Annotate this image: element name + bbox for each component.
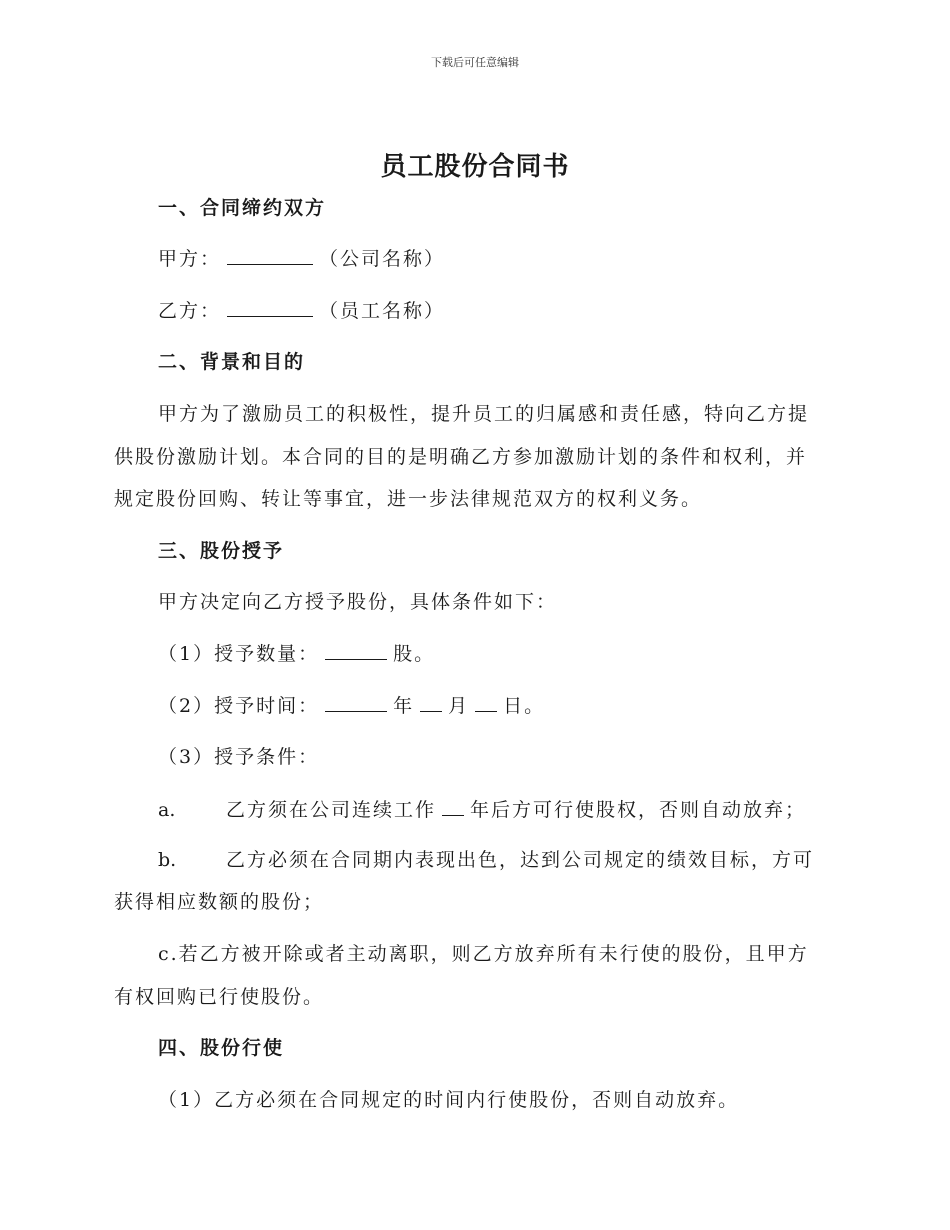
condition-a-line — [158, 797, 806, 822]
section-1-heading: 一、合同缔约双方 — [158, 197, 327, 219]
condition-c-line-2: 有权回购已行使股份。 — [114, 986, 325, 1008]
background-para-line-3: 规定股份回购、转让等事宜，进一步法律规范双方的权利义务。 — [114, 488, 703, 510]
party-b-blank — [227, 298, 313, 317]
party-a-label: 甲方： — [158, 248, 222, 270]
grant-intro: 甲方决定向乙方授予股份，具体条件如下： — [158, 591, 558, 613]
condition-a-years-blank — [442, 797, 464, 816]
grant-month-text: 月 — [448, 695, 470, 717]
party-a-line — [158, 246, 445, 271]
condition-a-marker: a. — [158, 799, 176, 821]
header-note: 下载后可任意编辑 — [431, 56, 519, 69]
section-3-heading: 三、股份授予 — [158, 540, 285, 562]
grant-year-blank — [325, 693, 387, 712]
party-b-label: 乙方： — [158, 300, 222, 322]
section-4-heading: 四、股份行使 — [158, 1037, 285, 1059]
party-a-blank — [227, 246, 313, 265]
grant-date-line — [158, 693, 545, 718]
document-title: 员工股份合同书 — [380, 152, 570, 182]
condition-c-line-1: c.若乙方被开除或者主动离职，则乙方放弃所有未行使的股份，且甲方 — [158, 943, 809, 965]
grant-quantity-suffix: 股。 — [393, 643, 436, 665]
condition-b-text-1: 乙方必须在合同期内表现出色，达到公司规定的绩效目标，方可 — [226, 849, 815, 871]
grant-quantity-blank — [325, 641, 387, 660]
party-a-hint: （公司名称） — [319, 248, 446, 270]
grant-year-text: 年 — [393, 695, 415, 717]
grant-day-blank — [475, 693, 497, 712]
party-b-hint: （员工名称） — [319, 300, 446, 322]
background-para-line-2: 供股份激励计划。本合同的目的是明确乙方参加激励计划的条件和权利，并 — [114, 446, 808, 468]
party-b-line — [158, 298, 445, 323]
condition-b-line-2: 获得相应数额的股份； — [114, 891, 325, 913]
exercise-item-1: （1）乙方必须在合同规定的时间内行使股份，否则自动放弃。 — [158, 1089, 740, 1111]
condition-a-post: 年后方可行使股权，否则自动放弃； — [470, 799, 807, 821]
section-2-heading: 二、背景和目的 — [158, 351, 306, 373]
grant-conditions-label: （3）授予条件： — [158, 746, 320, 768]
condition-b-marker: b. — [158, 849, 177, 871]
grant-date-label: （2）授予时间： — [158, 695, 320, 717]
grant-quantity-line — [158, 641, 435, 666]
grant-day-text: 日。 — [503, 695, 546, 717]
background-para-line-1: 甲方为了激励员工的积极性，提升员工的归属感和责任感，特向乙方提 — [158, 403, 810, 425]
grant-quantity-label: （1）授予数量： — [158, 643, 320, 665]
condition-b-line-1 — [158, 848, 814, 872]
condition-a-pre: 乙方须在公司连续工作 — [226, 799, 437, 821]
grant-month-blank — [420, 693, 442, 712]
